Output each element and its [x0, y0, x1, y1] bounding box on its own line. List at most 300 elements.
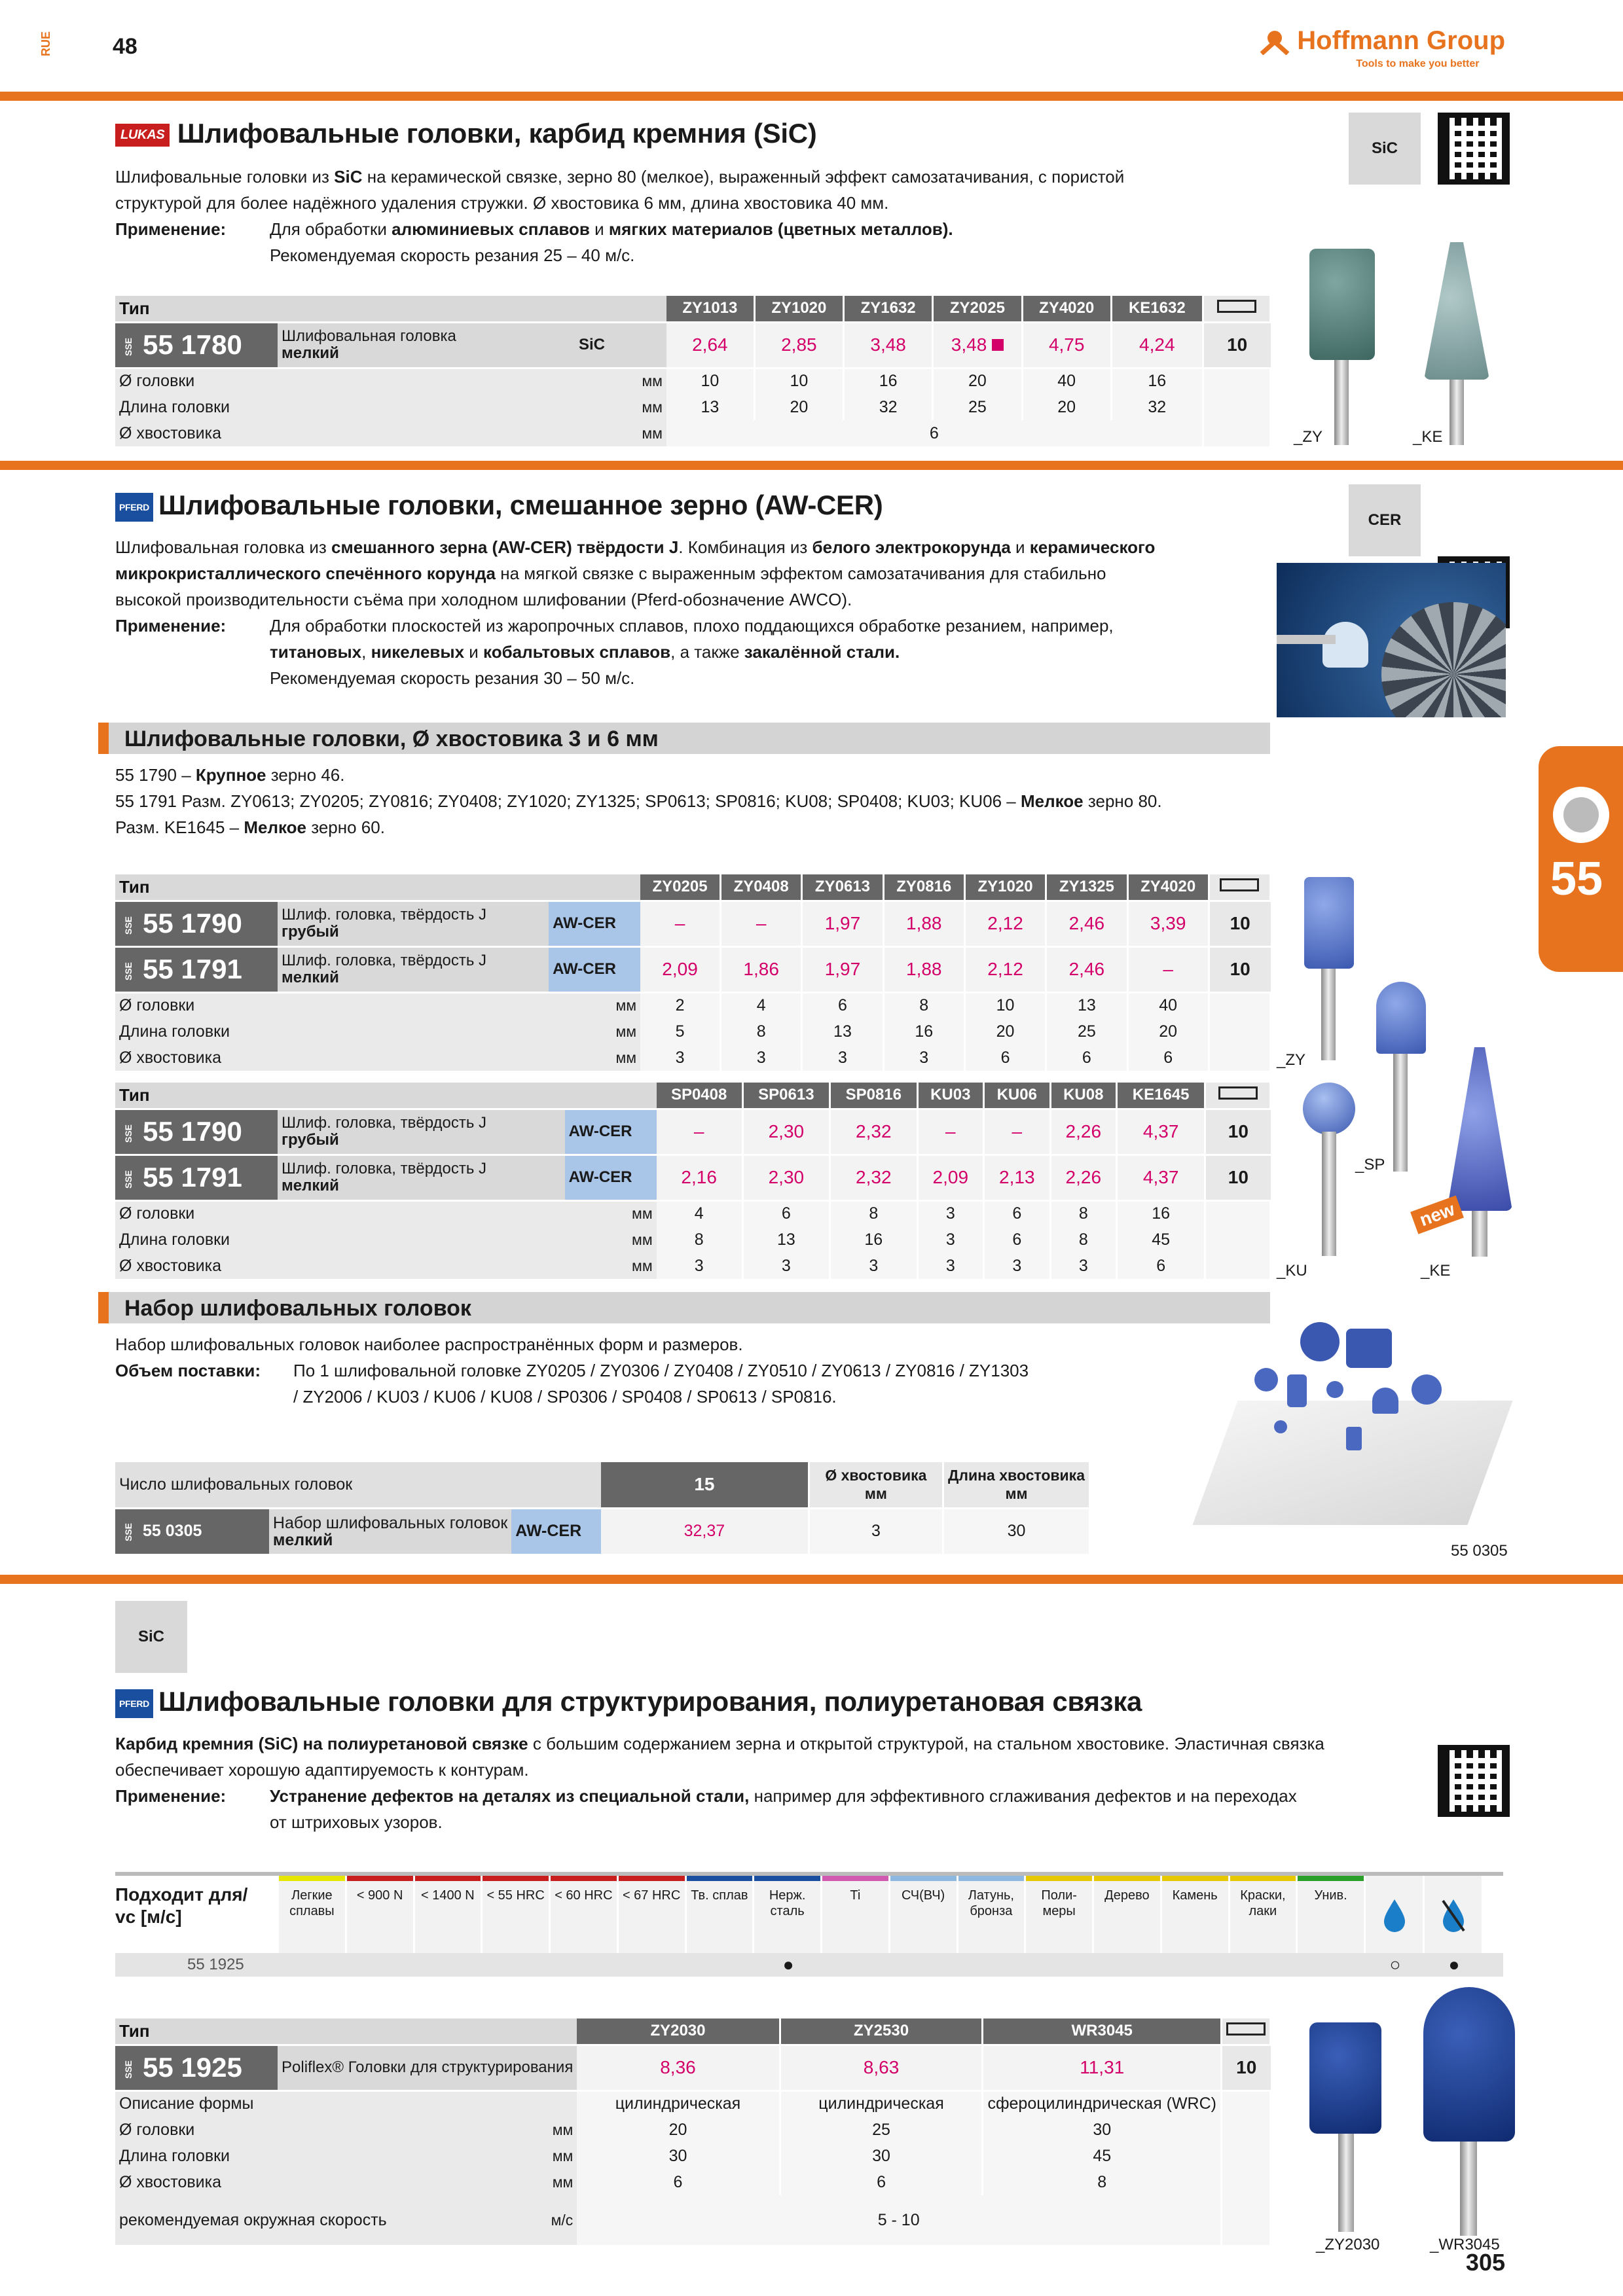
set-table [115, 1462, 1091, 1554]
material-color-bar [1298, 1876, 1364, 1881]
cell: 25 [1046, 1018, 1127, 1045]
cell: 13 [802, 1018, 883, 1045]
cell: 3 [742, 1253, 830, 1279]
cell: 3 [883, 1045, 964, 1071]
article-number[interactable]: SSE 55 1790 [115, 901, 278, 946]
article-number[interactable]: SSE 55 1925 [115, 2045, 278, 2090]
row-label: Ø головки [115, 1200, 565, 1227]
pack-qty: 10 [1209, 946, 1270, 992]
cell: 25 [933, 394, 1022, 420]
product-image-set [1215, 1309, 1490, 1545]
price: 32,37 [601, 1508, 809, 1554]
row-label: Ø хвостовика [115, 420, 575, 446]
col-ZY1020: ZY1020 [754, 296, 843, 322]
unit: мм [515, 2117, 577, 2143]
cell: 6 [984, 1200, 1051, 1227]
pferd-logo: PFERD [115, 1689, 153, 1718]
cell: 3 [830, 1253, 917, 1279]
row-label: Ø головки [115, 2117, 515, 2143]
pack-icon [1203, 296, 1270, 322]
section-description: Карбид кремния (SiC) на полиуретановой связке с большим содержанием зерна и открытой структурой, на стальном хвостовике. Эластичная связка обеспечивает хорошую адаптируемость к контурам. Применение: Устранение дефектов на деталях из специальной стали, например для эффективного сглаживания дефектов и на переходах от штриховых узоров. [115, 1734, 1324, 1832]
cell: 45 [1117, 1227, 1205, 1253]
cell: 8 [983, 2169, 1222, 2195]
material-label: Латунь, бронза [968, 1888, 1014, 1918]
price: – [721, 901, 802, 946]
cell: 5 [640, 1018, 720, 1045]
cell: 8 [721, 1018, 802, 1045]
hoffmann-logo-icon [1258, 29, 1292, 55]
row-label: Ø головки [115, 992, 549, 1018]
price: – [917, 1109, 984, 1155]
material-column [483, 1876, 551, 1954]
unit: мм [549, 1045, 640, 1071]
price: 1,97 [802, 901, 883, 946]
material-color-bar [1094, 1876, 1160, 1881]
unit: мм [515, 2143, 577, 2169]
count: 15 [601, 1462, 809, 1508]
row-label: Ø головки [115, 368, 575, 394]
matrix-row-label: 55 1925 [187, 1956, 244, 1973]
cell: сфероцилиндрическая (WRC) [983, 2090, 1222, 2117]
chapter-number: 55 [1550, 853, 1603, 905]
row-label: Описание формы [115, 2090, 577, 2117]
material-label: Поли-меры [1041, 1888, 1077, 1918]
material-label: Унив. [1314, 1888, 1347, 1903]
material-column [890, 1876, 958, 1954]
material-mark [890, 1953, 958, 1977]
set-description: Набор шлифовальных головок наиболее распространённых форм и размеров. Объем поставки: По 1 шлифовальной головке ZY0205 / ZY0306 / ZY0408 / ZY0510 / ZY0613 / ZY0816 / ZY1303 / ZY2006 / KU03 / KU06 / KU08 / SP0306 / SP0408 / SP0613 / SP0816. [115, 1335, 1029, 1407]
price: 2,30 [742, 1155, 830, 1200]
spec-table-aw-cer-2 [115, 1083, 1271, 1279]
material-mark [279, 1953, 347, 1977]
material-color-bar [279, 1876, 345, 1881]
section-title: Шлифовальные головки для структурирования, полиуретановая связка [158, 1686, 1142, 1717]
cell: 25 [780, 2117, 983, 2143]
material-label: < 67 HRC [622, 1888, 681, 1903]
material-column [958, 1876, 1027, 1954]
col-ZY1013: ZY1013 [666, 296, 754, 322]
material-mark [1026, 1953, 1094, 1977]
price: 1,88 [883, 946, 964, 992]
cell: 20 [933, 368, 1022, 394]
cell [1222, 2117, 1271, 2143]
cell: 16 [1117, 1200, 1205, 1227]
cell: 40 [1127, 992, 1209, 1018]
material-label: Тв. сплав [691, 1888, 748, 1903]
subsection-bar [98, 1292, 1270, 1323]
price: – [657, 1109, 742, 1155]
article-number[interactable]: SSE 55 1780 [115, 322, 278, 368]
material-color-bar [958, 1876, 1025, 1881]
col-ZY1632: ZY1632 [843, 296, 932, 322]
product-image-ke [1421, 242, 1493, 445]
material-mark [483, 1953, 551, 1977]
material-color-bar [347, 1876, 413, 1881]
material-color-bar [1162, 1876, 1228, 1881]
wet-mark: ○ [1389, 1954, 1401, 1975]
section-description: Шлифовальная головка из смешанного зерна (AW-CER) твёрдости J. Комбинация из белого электрокорунда и керамического микрокристаллического спечённого корунда на мягкой связке с выраженным эффектом самозатачивания для стабильно высокой производительности съёма при холодном шлифовании (Pferd-обозначение AWCO). Применение: Для обработки плоскостей из жаропрочных сплавов, плохо поддающихся обработке резанием, например, титановых, никелевых и кобальтовых сплавов, а также закалённой стали. Рекомендуемая скорость резания 30 – 50 м/с. [115, 537, 1156, 688]
cell: 3 [1050, 1253, 1117, 1279]
material-column [754, 1876, 822, 1954]
cell [1203, 420, 1270, 446]
material-color-bar [483, 1876, 549, 1881]
pack-qty: 10 [1209, 901, 1270, 946]
cell: цилиндрическая [577, 2090, 780, 2117]
type-label: Тип [115, 1083, 657, 1109]
material-mark [415, 1953, 483, 1977]
cell: 10 [666, 368, 754, 394]
cell: 20 [964, 1018, 1046, 1045]
article-number[interactable]: SSE 55 1791 [115, 946, 278, 992]
cell [1203, 368, 1270, 394]
subsection-notes: 55 1790 – Крупное зерно 46. 55 1791 Разм. ZY0613; ZY0205; ZY0816; ZY0408; ZY1020; ZY1325; SP0613; SP0816; KU08; SP0408; KU03; KU06 – Мелкое зерно 80. Разм. KE1645 – Мелкое зерно 60. [115, 765, 1162, 837]
row-label: Ø хвостовика [115, 1253, 565, 1279]
cell: 13 [666, 394, 754, 420]
price: 2,46 [1046, 946, 1127, 992]
material-label: Дерево [1104, 1888, 1150, 1903]
cell: 40 [1022, 368, 1111, 394]
price: – [984, 1109, 1051, 1155]
col-header: KU03 [917, 1083, 984, 1109]
price: 2,46 [1046, 901, 1127, 946]
cell [1222, 2195, 1271, 2245]
article-description: Шлиф. головка, твёрдость J грубый [278, 1109, 565, 1155]
col-header: KE1645 [1117, 1083, 1205, 1109]
price: 2,26 [1050, 1155, 1117, 1200]
material-column [415, 1876, 483, 1954]
cell: 30 [780, 2143, 983, 2169]
pack-icon [1209, 874, 1270, 901]
product-image-wr3045 [1423, 1987, 1515, 2236]
cell: 32 [843, 394, 932, 420]
article-number[interactable]: SSE 55 0305 [115, 1508, 269, 1554]
image-label: _WR3045 [1430, 2236, 1500, 2253]
image-label: _ZY [1294, 428, 1323, 446]
price: 3,48 [933, 322, 1022, 368]
wet-icon [1366, 1876, 1425, 1954]
material-color-bar [551, 1876, 617, 1881]
image-label: _KE [1413, 428, 1443, 446]
row-label: Длина головки [115, 1018, 549, 1045]
article-description: Шлифовальная головка мелкий [278, 322, 575, 368]
cell [1205, 1227, 1271, 1253]
cell [1209, 992, 1270, 1018]
price: 4,37 [1117, 1109, 1205, 1155]
unit: мм [575, 420, 666, 446]
col-ZY4020: ZY4020 [1022, 296, 1111, 322]
product-image-zy [1303, 877, 1355, 1060]
lukas-logo: LUKAS [115, 124, 170, 147]
col-header: ZY0816 [883, 874, 964, 901]
cell: 16 [1111, 368, 1203, 394]
section-sic [115, 118, 816, 149]
section-structuring [115, 1686, 1142, 1718]
cell: 3 [802, 1045, 883, 1071]
grade: AW-CER [565, 1109, 657, 1155]
price: 2,26 [1050, 1109, 1117, 1155]
col-header: ZY1020 [964, 874, 1046, 901]
shank-d: 3 [809, 1508, 943, 1554]
price: 2,30 [742, 1109, 830, 1155]
material-column [687, 1876, 755, 1954]
price: 2,09 [917, 1155, 984, 1200]
spec-table-aw-cer-1 [115, 874, 1271, 1071]
product-image-sp [1375, 982, 1427, 1172]
material-color-bar [1230, 1876, 1296, 1881]
material-column [1298, 1876, 1366, 1954]
price: – [640, 901, 720, 946]
spec-table-551925 [115, 2018, 1271, 2245]
price: 4,24 [1111, 322, 1203, 368]
material-label: Легкие сплавы [289, 1888, 335, 1918]
price: 2,12 [964, 901, 1046, 946]
material-mark [619, 1953, 687, 1977]
material-mark: ● [782, 1954, 794, 1975]
material-color-bar [754, 1876, 820, 1881]
material-color-bar [1026, 1876, 1092, 1881]
cell: 6 [666, 420, 1203, 446]
pack-icon [1205, 1083, 1271, 1109]
material-label: Камень [1172, 1888, 1218, 1903]
cell: 20 [754, 394, 843, 420]
product-image-ke [1447, 1047, 1512, 1257]
cell: 20 [577, 2117, 780, 2143]
price: 1,97 [802, 946, 883, 992]
cell: 3 [640, 1045, 720, 1071]
col-header: ZY4020 [1127, 874, 1209, 901]
dry-icon [1425, 1876, 1484, 1954]
cell [1205, 1200, 1271, 1227]
article-description: Набор шлифовальных головок мелкий [269, 1508, 511, 1554]
chapter-tab[interactable] [1539, 746, 1623, 972]
grade: SiC [575, 322, 666, 368]
col-ZY2025: ZY2025 [933, 296, 1022, 322]
col-header: SP0816 [830, 1083, 917, 1109]
cell: 6 [964, 1045, 1046, 1071]
scope-label: Объем поставки: [115, 1361, 261, 1380]
hoffmann-logo [1258, 26, 1505, 70]
qr-code-icon[interactable] [1438, 113, 1510, 185]
material-column [1026, 1876, 1094, 1954]
image-label: _KU [1277, 1262, 1307, 1280]
material-color-bar [687, 1876, 753, 1881]
price: 1,88 [883, 901, 964, 946]
material-label: СЧ(ВЧ) [902, 1888, 945, 1903]
material-mark [551, 1953, 619, 1977]
type-label: Тип [115, 296, 666, 322]
col-header: ZY0205 [640, 874, 720, 901]
price: 3,39 [1127, 901, 1209, 946]
price: 2,16 [657, 1155, 742, 1200]
cell: 3 [721, 1045, 802, 1071]
section-description: Шлифовальные головки из SiC на керамической связке, зерно 80 (мелкое), выраженный эффект самозатачивания, с пористой структурой для более надёжного удаления стружки. Ø хвостовика 6 мм, длина хвостовика 40 мм. Применение: Для обработки алюминиевых сплавов и мягких материалов (цветных металлов). Рекомендуемая скорость резания 25 – 40 м/с. [115, 167, 1125, 265]
col-header: ZY0408 [721, 874, 802, 901]
cell: 6 [780, 2169, 983, 2195]
material-label: < 1400 N [421, 1888, 475, 1903]
cell: 8 [830, 1200, 917, 1227]
unit: мм [565, 1227, 657, 1253]
article-description: Шлиф. головка, твёрдость J грубый [278, 901, 549, 946]
cell: 5 - 10 [577, 2195, 1221, 2245]
cell: 3 [917, 1253, 984, 1279]
pack-qty: 10 [1222, 2045, 1271, 2090]
material-mark [1094, 1953, 1162, 1977]
grade: AW-CER [549, 901, 640, 946]
cell: 8 [657, 1227, 742, 1253]
image-label: _SP [1355, 1156, 1385, 1174]
application-label: Применение: [115, 219, 227, 239]
cell: 6 [1117, 1253, 1205, 1279]
row-label: Длина головки [115, 1227, 565, 1253]
col-header: WR3045 [983, 2018, 1222, 2045]
price: 8,63 [780, 2045, 983, 2090]
material-column [551, 1876, 619, 1954]
material-label: < 900 N [356, 1888, 403, 1903]
price: 8,36 [577, 2045, 780, 2090]
price: 2,13 [984, 1155, 1051, 1200]
unit: м/с [515, 2195, 577, 2245]
price: 11,31 [983, 2045, 1222, 2090]
cell [1203, 394, 1270, 420]
row-label: Ø хвостовика [115, 2169, 515, 2195]
material-badge: CER [1349, 484, 1421, 556]
cell [1209, 1018, 1270, 1045]
price: – [1127, 946, 1209, 992]
dry-mark: ● [1448, 1954, 1460, 1975]
material-mark [347, 1953, 415, 1977]
header-rule [0, 92, 1623, 101]
shank-d-header: Ø хвостовика мм [809, 1462, 943, 1508]
product-image-ku [1303, 1083, 1355, 1259]
row-label: Ø хвостовика [115, 1045, 549, 1071]
price: 4,37 [1117, 1155, 1205, 1200]
cell: 45 [983, 2143, 1222, 2169]
row-label: Длина головки [115, 394, 575, 420]
image-label: _KE [1421, 1262, 1451, 1280]
cell: цилиндрическая [780, 2090, 983, 2117]
cell: 30 [577, 2143, 780, 2169]
cell: 16 [883, 1018, 964, 1045]
cell: 30 [983, 2117, 1222, 2143]
count-label: Число шлифовальных головок [115, 1462, 601, 1508]
price: 2,85 [754, 322, 843, 368]
unit: мм [549, 992, 640, 1018]
price: 2,32 [830, 1109, 917, 1155]
col-header: KU06 [984, 1083, 1051, 1109]
col-header: KU08 [1050, 1083, 1117, 1109]
material-badge: SiC [1349, 113, 1421, 185]
pack-qty: 10 [1205, 1109, 1271, 1155]
image-label: _ZY [1277, 1051, 1306, 1069]
cell: 3 [917, 1227, 984, 1253]
section-title: Шлифовальные головки, смешанное зерно (AW-CER) [158, 490, 883, 520]
material-mark [822, 1953, 890, 1977]
cell [1205, 1253, 1271, 1279]
price: 1,86 [721, 946, 802, 992]
article-number[interactable]: SSE 55 1790 [115, 1109, 278, 1155]
type-label: Тип [115, 2018, 577, 2045]
subsection-bar [98, 723, 1270, 754]
application-photo [1277, 563, 1506, 717]
pferd-logo: PFERD [115, 493, 153, 522]
application-label: Применение: [115, 616, 227, 636]
cell: 6 [742, 1200, 830, 1227]
cell: 20 [1022, 394, 1111, 420]
price: 3,48 [843, 322, 932, 368]
col-header: SP0408 [657, 1083, 742, 1109]
cell: 6 [1127, 1045, 1209, 1071]
cell: 8 [1050, 1200, 1117, 1227]
shank-l: 30 [943, 1508, 1090, 1554]
section-title: Шлифовальные головки, карбид кремния (SiC) [177, 118, 817, 149]
image-label: _ZY2030 [1316, 2236, 1380, 2253]
cell: 6 [984, 1227, 1051, 1253]
unit: мм [565, 1200, 657, 1227]
image-label: 55 0305 [1451, 1542, 1508, 1560]
section-rule [0, 461, 1623, 470]
section-aw-cer [115, 490, 883, 522]
new-badge: new [1410, 1195, 1464, 1234]
matrix-subtitle: vc [м/с] [115, 1907, 182, 1927]
cell: 6 [802, 992, 883, 1018]
cell: 13 [742, 1227, 830, 1253]
material-column [1230, 1876, 1298, 1954]
pack-qty: 10 [1203, 322, 1270, 368]
cell: 4 [657, 1200, 742, 1227]
application-label: Применение: [115, 1786, 227, 1806]
brand-name: Hoffmann Group [1297, 26, 1505, 55]
material-mark [1230, 1953, 1298, 1977]
material-color-bar [890, 1876, 957, 1881]
cell: 10 [964, 992, 1046, 1018]
material-label: < 55 HRC [486, 1888, 545, 1903]
language-code: RUE [39, 31, 52, 56]
price: 2,09 [640, 946, 720, 992]
cell: 32 [1111, 394, 1203, 420]
unit: мм [575, 394, 666, 420]
unit: мм [575, 368, 666, 394]
product-image-zy [1303, 249, 1375, 445]
shank-l-header: Длина хвостовика мм [943, 1462, 1090, 1508]
material-column [1094, 1876, 1162, 1954]
material-column [1162, 1876, 1230, 1954]
subsection-title: Набор шлифовальных головок [124, 1296, 471, 1321]
material-mark [1298, 1953, 1366, 1977]
article-number[interactable]: SSE 55 1791 [115, 1155, 278, 1200]
grade: AW-CER [565, 1155, 657, 1200]
material-column [347, 1876, 415, 1954]
cell [1222, 2143, 1271, 2169]
brand-tagline: Tools to make you better [1356, 58, 1480, 69]
col-header: ZY2530 [780, 2018, 983, 2045]
product-image-zy2030 [1309, 2022, 1381, 2232]
material-color-bar [619, 1876, 685, 1881]
material-mark [958, 1953, 1027, 1977]
cell: 13 [1046, 992, 1127, 1018]
grade: AW-CER [511, 1508, 601, 1554]
col-header: SP0613 [742, 1083, 830, 1109]
price: 2,12 [964, 946, 1046, 992]
cell: 3 [917, 1200, 984, 1227]
type-label: Тип [115, 874, 640, 901]
unit: мм [515, 2169, 577, 2195]
col-header: ZY1325 [1046, 874, 1127, 901]
cell [1222, 2090, 1271, 2117]
matrix-title: Подходит для/ [115, 1884, 248, 1905]
pack-icon [1222, 2018, 1271, 2045]
cell: 8 [883, 992, 964, 1018]
material-color-bar [822, 1876, 888, 1881]
